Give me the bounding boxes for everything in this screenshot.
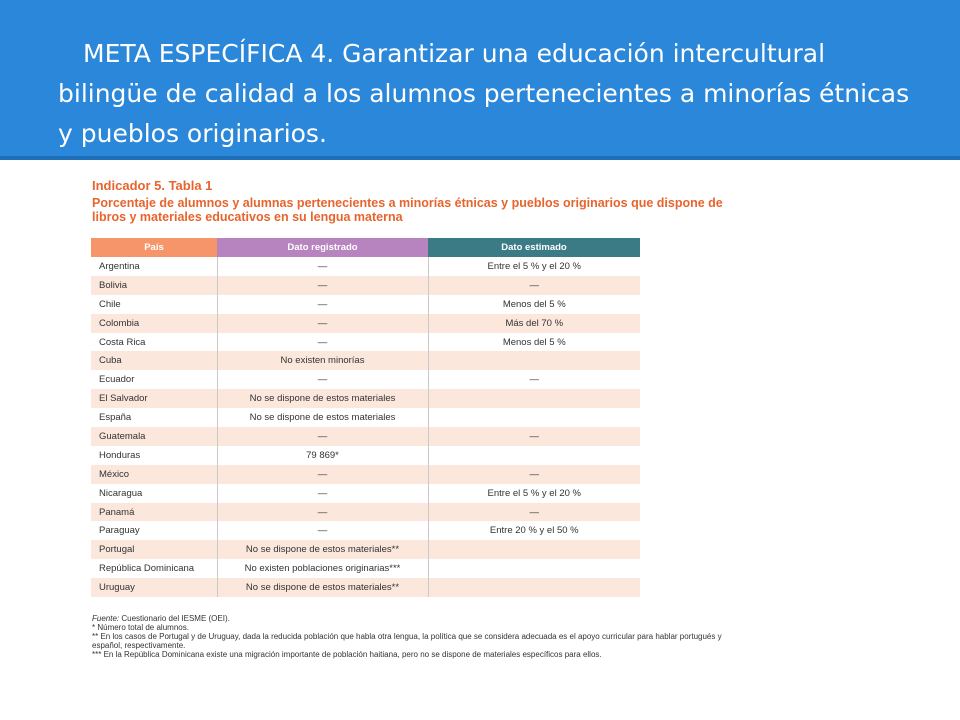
table-caption: Porcentaje de alumnos y alumnas pertenecientes a minorías étnicas y pueblos originarios que dispone de libros y materiales educativos en su lengua materna — [92, 196, 723, 224]
cell-estimated: Menos del 5 % — [428, 295, 640, 314]
table-row — [91, 314, 640, 333]
cell-registered: No se dispone de estos materiales — [217, 408, 428, 427]
cell-country: Uruguay — [91, 578, 217, 597]
table-notes — [92, 614, 752, 659]
source-text: Cuestionario del IESME (OEI). — [119, 614, 230, 623]
table-header-row — [91, 238, 640, 257]
cell-country: Cuba — [91, 351, 217, 370]
table-row — [91, 408, 640, 427]
cell-estimated: Entre el 5 % y el 20 % — [428, 484, 640, 503]
cell-estimated: — — [428, 370, 640, 389]
table-row — [91, 295, 640, 314]
cell-registered: — — [217, 276, 428, 295]
table-row — [91, 427, 640, 446]
cell-registered: — — [217, 465, 428, 484]
source-label: Fuente: — [92, 614, 120, 623]
table-row — [91, 351, 640, 370]
source-note — [92, 614, 752, 623]
cell-registered: — — [217, 521, 428, 540]
cell-country: Costa Rica — [91, 333, 217, 352]
cell-country: Colombia — [91, 314, 217, 333]
cell-registered: No se dispone de estos materiales** — [217, 540, 428, 559]
cell-country: Nicaragua — [91, 484, 217, 503]
header-country: País — [91, 238, 217, 257]
table-row — [91, 389, 640, 408]
cell-estimated: Entre 20 % y el 50 % — [428, 521, 640, 540]
table-row — [91, 333, 640, 352]
cell-country: Portugal — [91, 540, 217, 559]
header-estimated: Dato estimado — [428, 238, 640, 257]
cell-estimated — [428, 389, 640, 408]
cell-estimated: — — [428, 427, 640, 446]
table-row — [91, 370, 640, 389]
footnote-2: ** En los casos de Portugal y de Uruguay, dada la reducida población que habla otra lengua, la política que se considera adecuada es el apoyo curricular para hablar portugués y español, respectivamente. — [92, 632, 722, 650]
cell-country: Panamá — [91, 503, 217, 522]
cell-estimated — [428, 559, 640, 578]
cell-registered: No existen minorías — [217, 351, 428, 370]
cell-estimated: Más del 70 % — [428, 314, 640, 333]
footnote-3: *** En la República Dominicana existe una migración importante de población haitiana, pero no se dispone de materiales específicos para ellos. — [92, 650, 602, 659]
cell-country: México — [91, 465, 217, 484]
cell-registered: — — [217, 427, 428, 446]
table-row — [91, 578, 640, 597]
cell-registered: — — [217, 314, 428, 333]
table-row — [91, 540, 640, 559]
cell-country: El Salvador — [91, 389, 217, 408]
cell-registered: No se dispone de estos materiales — [217, 389, 428, 408]
table-row — [91, 521, 640, 540]
cell-registered: No se dispone de estos materiales** — [217, 578, 428, 597]
cell-estimated: — — [428, 276, 640, 295]
cell-country: Paraguay — [91, 521, 217, 540]
table-row — [91, 276, 640, 295]
cell-registered: — — [217, 257, 428, 276]
cell-country: Honduras — [91, 446, 217, 465]
table-row — [91, 257, 640, 276]
cell-country: Chile — [91, 295, 217, 314]
table-row — [91, 559, 640, 578]
table-row — [91, 484, 640, 503]
cell-estimated: — — [428, 465, 640, 484]
cell-country: Ecuador — [91, 370, 217, 389]
table-row — [91, 503, 640, 522]
data-table — [91, 238, 640, 597]
cell-country: Bolivia — [91, 276, 217, 295]
cell-registered: — — [217, 333, 428, 352]
cell-country: Argentina — [91, 257, 217, 276]
cell-estimated: — — [428, 503, 640, 522]
cell-estimated — [428, 408, 640, 427]
cell-estimated — [428, 540, 640, 559]
indicator-label: Indicador 5. Tabla 1 — [92, 178, 213, 193]
cell-country: España — [91, 408, 217, 427]
footnote-1: * Número total de alumnos. — [92, 623, 189, 632]
cell-estimated: Menos del 5 % — [428, 333, 640, 352]
cell-registered: — — [217, 295, 428, 314]
cell-country: Guatemala — [91, 427, 217, 446]
cell-registered: 79 869* — [217, 446, 428, 465]
slide-title: META ESPECÍFICA 4. Garantizar una educación intercultural bilingüe de calidad a los alumnos pertenecientes a minorías étnicas y pueblos originarios. — [58, 39, 910, 148]
cell-registered: No existen poblaciones originarias*** — [217, 559, 428, 578]
cell-estimated: Entre el 5 % y el 20 % — [428, 257, 640, 276]
cell-registered: — — [217, 370, 428, 389]
cell-registered: — — [217, 503, 428, 522]
banner-divider — [0, 156, 960, 160]
header-registered: Dato registrado — [217, 238, 428, 257]
cell-registered: — — [217, 484, 428, 503]
table-row — [91, 446, 640, 465]
cell-estimated — [428, 578, 640, 597]
cell-estimated — [428, 446, 640, 465]
table-row — [91, 465, 640, 484]
cell-estimated — [428, 351, 640, 370]
cell-country: República Dominicana — [91, 559, 217, 578]
table-body — [91, 257, 640, 597]
